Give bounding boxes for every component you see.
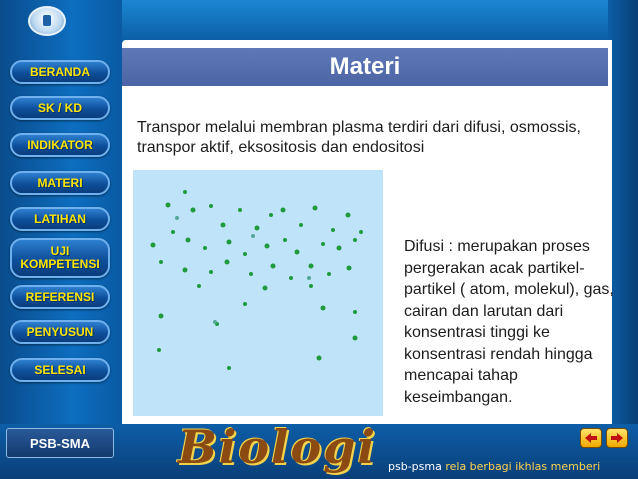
particle (271, 264, 276, 269)
particle (353, 238, 357, 242)
sidebar-item-label: UJI KOMPETENSI (20, 244, 100, 271)
particle (353, 310, 357, 314)
particle (309, 264, 314, 269)
particle (307, 276, 311, 280)
page-title (122, 48, 608, 86)
particle (353, 336, 358, 341)
particle (171, 230, 175, 234)
particle (346, 213, 351, 218)
diffusion-illustration (133, 170, 383, 416)
particle (166, 203, 171, 208)
sidebar-item-indikator[interactable] (10, 133, 110, 157)
particle (191, 208, 196, 213)
sidebar-item-beranda[interactable] (10, 60, 110, 84)
particle (263, 286, 268, 291)
footer-site: psb-psma (388, 460, 442, 473)
sidebar-item-sk-kd[interactable] (10, 96, 110, 120)
page-title-text: Materi (329, 53, 401, 80)
particle (327, 272, 331, 276)
sidebar-item-label: SELESAI (34, 362, 86, 377)
particle (186, 238, 191, 243)
particle (183, 190, 187, 194)
intro-text: Transpor melalui membran plasma terdiri dari difusi, osmossis, transpor aktif, eksositosis dan endositosi (137, 119, 581, 156)
sidebar-item-selesai[interactable] (10, 358, 110, 382)
particle (213, 320, 217, 324)
particle (243, 252, 247, 256)
particle (281, 208, 286, 213)
particle (159, 314, 164, 319)
particle (295, 250, 300, 255)
sidebar-item-label: BERANDA (30, 64, 90, 79)
footer-tagline: rela berbagi ikhlas memberi (445, 460, 601, 473)
sidebar-item-referensi[interactable] (10, 285, 110, 309)
sidebar-item-label: REFERENSI (25, 289, 95, 304)
particle (197, 284, 201, 288)
particle (269, 213, 273, 217)
diffusion-description: Difusi : merupakan proses pergerakan acak partikel-partikel ( atom, molekul), gas, cairan dan larutan dari konsentrasi tinggi ke konsentrasi rendah hingga mencapai tahap keseimbangan. (404, 238, 614, 406)
particle (203, 246, 207, 250)
particle (347, 266, 352, 271)
particle (321, 306, 326, 311)
particle (225, 260, 230, 265)
particle (313, 206, 318, 211)
particle (238, 208, 242, 212)
psb-sma-badge (6, 428, 114, 458)
particle (331, 228, 335, 232)
sidebar-item-latihan[interactable] (10, 207, 110, 231)
particle (209, 204, 213, 208)
sidebar-item-label: INDIKATOR (27, 137, 93, 152)
particle (249, 272, 253, 276)
particle (227, 240, 232, 245)
next-button[interactable] (606, 428, 628, 448)
sidebar-item-label: PENYUSUN (26, 324, 94, 339)
particle (265, 244, 270, 249)
particle (157, 348, 161, 352)
sidebar-item-materi[interactable] (10, 171, 110, 195)
footer-text (388, 460, 600, 473)
particle (283, 238, 287, 242)
diffusion-particles (133, 170, 383, 416)
particle (321, 242, 325, 246)
brand-text: Biologi (178, 420, 377, 474)
sidebar-item-uji-kompetensi[interactable] (10, 238, 110, 278)
sidebar-item-label: MATERI (37, 175, 83, 190)
particle (159, 260, 163, 264)
particle (151, 243, 156, 248)
particle (251, 234, 255, 238)
arrow-right-icon (610, 432, 624, 444)
particle (299, 223, 303, 227)
particle (359, 230, 363, 234)
particle (289, 276, 293, 280)
particle (183, 268, 188, 273)
particle (309, 284, 313, 288)
particle (175, 216, 179, 220)
institution-logo (28, 6, 66, 36)
particle (255, 226, 260, 231)
sidebar-item-label: LATIHAN (34, 211, 86, 226)
particle (243, 302, 247, 306)
arrow-left-icon (584, 432, 598, 444)
particle (209, 270, 213, 274)
prev-button[interactable] (580, 428, 602, 448)
particle (337, 246, 342, 251)
badge-label: PSB-SMA (30, 435, 90, 451)
particle (317, 356, 322, 361)
sidebar-item-label: SK / KD (37, 100, 82, 115)
particle (227, 366, 231, 370)
biologi-brand (178, 420, 377, 474)
sidebar-item-penyusun[interactable] (10, 320, 110, 344)
particle (221, 223, 226, 228)
